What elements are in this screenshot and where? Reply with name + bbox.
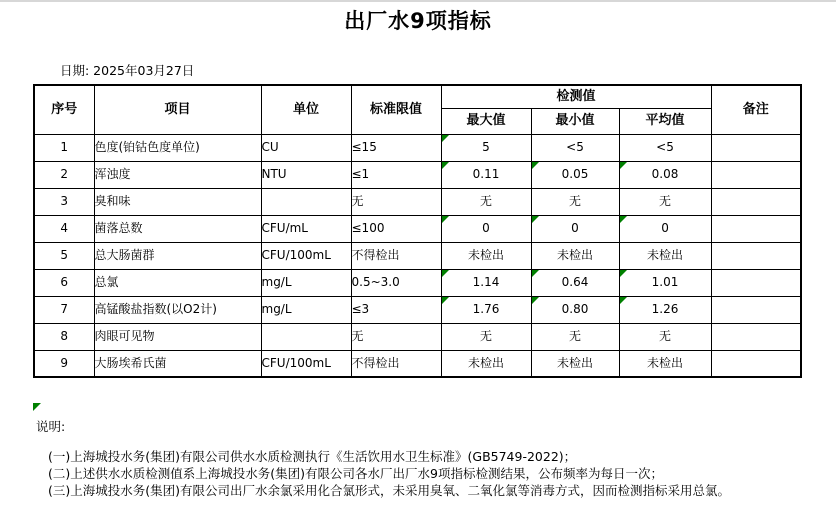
cell-remark bbox=[711, 269, 801, 296]
cell-item: 肉眼可见物 bbox=[94, 323, 261, 350]
cell-max bbox=[441, 215, 531, 242]
excel-error-flag-icon bbox=[442, 297, 449, 304]
cell-unit: CFU/100mL bbox=[261, 350, 351, 377]
header-limit: 标准限值 bbox=[351, 85, 441, 134]
cell-remark bbox=[711, 323, 801, 350]
cell-avg: 未检出 bbox=[619, 350, 711, 377]
excel-error-flag-icon bbox=[620, 270, 627, 277]
excel-error-flag-icon bbox=[442, 162, 449, 169]
cell-remark bbox=[711, 134, 801, 161]
cell-remark bbox=[711, 161, 801, 188]
excel-error-flag-icon bbox=[33, 403, 41, 411]
cell-value: 0.11 bbox=[472, 166, 500, 181]
cell-limit: 0.5~3.0 bbox=[351, 269, 441, 296]
table-row bbox=[34, 134, 801, 161]
cell-value: 1.14 bbox=[472, 274, 500, 289]
cell-seq: 1 bbox=[34, 134, 94, 161]
cell-avg bbox=[619, 161, 711, 188]
excel-error-flag-icon bbox=[442, 135, 449, 142]
cell-min: 未检出 bbox=[531, 350, 619, 377]
cell-limit: 不得检出 bbox=[351, 350, 441, 377]
cell-seq: 9 bbox=[34, 350, 94, 377]
cell-avg bbox=[619, 269, 711, 296]
header-item: 项目 bbox=[94, 85, 261, 134]
cell-unit: mg/L bbox=[261, 296, 351, 323]
excel-error-flag-icon bbox=[620, 162, 627, 169]
cell-seq: 5 bbox=[34, 242, 94, 269]
cell-remark bbox=[711, 242, 801, 269]
cell-limit: ≤15 bbox=[351, 134, 441, 161]
window-top-edge bbox=[0, 0, 836, 2]
cell-min bbox=[531, 161, 619, 188]
header-seq: 序号 bbox=[34, 85, 94, 134]
cell-avg bbox=[619, 215, 711, 242]
cell-value: 0.05 bbox=[561, 166, 589, 181]
cell-item: 总大肠菌群 bbox=[94, 242, 261, 269]
table-row bbox=[34, 242, 801, 269]
report-date: 日期: 2025年03月27日 bbox=[60, 63, 195, 78]
header-remark: 备注 bbox=[711, 85, 801, 134]
cell-min bbox=[531, 296, 619, 323]
cell-unit bbox=[261, 188, 351, 215]
cell-value: 0.08 bbox=[651, 166, 679, 181]
cell-max: 无 bbox=[441, 188, 531, 215]
excel-error-flag-icon bbox=[532, 216, 539, 223]
notes-list bbox=[48, 448, 730, 499]
cell-value: 0 bbox=[482, 220, 490, 235]
cell-limit: ≤3 bbox=[351, 296, 441, 323]
note-line: (三)上海城投水务(集团)有限公司出厂水余氯采用化合氯形式，未采用臭氧、二氧化氯等消毒方式，因而检测指标采用总氯。 bbox=[48, 483, 731, 498]
header-avg: 平均值 bbox=[619, 108, 711, 134]
cell-value: 0 bbox=[661, 220, 669, 235]
cell-limit: ≤100 bbox=[351, 215, 441, 242]
excel-error-flag-icon bbox=[442, 216, 449, 223]
cell-item: 菌落总数 bbox=[94, 215, 261, 242]
excel-error-flag-icon bbox=[620, 216, 627, 223]
page-title: 出厂水9项指标 bbox=[344, 9, 492, 33]
table-row bbox=[34, 215, 801, 242]
cell-avg: 无 bbox=[619, 323, 711, 350]
excel-error-flag-icon bbox=[620, 297, 627, 304]
header-unit: 单位 bbox=[261, 85, 351, 134]
note-line: (二)上述供水水质检测值系上海城投水务(集团)有限公司各水厂出厂水9项指标检测结果，公布频率为每日一次； bbox=[48, 466, 663, 481]
cell-max bbox=[441, 161, 531, 188]
cell-min: 无 bbox=[531, 323, 619, 350]
cell-avg: 未检出 bbox=[619, 242, 711, 269]
cell-limit: 无 bbox=[351, 323, 441, 350]
header-detection: 检测值 bbox=[441, 85, 711, 108]
header-min: 最小值 bbox=[531, 108, 619, 134]
cell-item: 色度(铂钴色度单位) bbox=[94, 134, 261, 161]
note-line: (一)上海城投水务(集团)有限公司供水水质检测执行《生活饮用水卫生标准》(GB5749-2022)； bbox=[48, 449, 577, 464]
cell-unit: CFU/mL bbox=[261, 215, 351, 242]
cell-item: 高锰酸盐指数(以O2计) bbox=[94, 296, 261, 323]
cell-avg: 无 bbox=[619, 188, 711, 215]
cell-remark bbox=[711, 215, 801, 242]
cell-seq: 7 bbox=[34, 296, 94, 323]
cell-min: 无 bbox=[531, 188, 619, 215]
cell-limit: 无 bbox=[351, 188, 441, 215]
table-row bbox=[34, 323, 801, 350]
excel-error-flag-icon bbox=[532, 270, 539, 277]
cell-item: 浑浊度 bbox=[94, 161, 261, 188]
cell-remark bbox=[711, 296, 801, 323]
cell-unit: NTU bbox=[261, 161, 351, 188]
table-row bbox=[34, 161, 801, 188]
cell-value: 5 bbox=[482, 139, 490, 154]
cell-min: <5 bbox=[531, 134, 619, 161]
cell-value: 1.76 bbox=[472, 301, 500, 316]
cell-value: 1.26 bbox=[651, 301, 679, 316]
cell-max bbox=[441, 269, 531, 296]
header-max: 最大值 bbox=[441, 108, 531, 134]
excel-error-flag-icon bbox=[532, 297, 539, 304]
cell-limit: ≤1 bbox=[351, 161, 441, 188]
cell-unit: CFU/100mL bbox=[261, 242, 351, 269]
header-row-1 bbox=[34, 85, 801, 108]
cell-item: 大肠埃希氏菌 bbox=[94, 350, 261, 377]
cell-min bbox=[531, 269, 619, 296]
cell-limit: 不得检出 bbox=[351, 242, 441, 269]
table-row bbox=[34, 296, 801, 323]
cell-seq: 8 bbox=[34, 323, 94, 350]
cell-value: 0.64 bbox=[561, 274, 589, 289]
excel-error-flag-icon bbox=[532, 162, 539, 169]
cell-item: 臭和味 bbox=[94, 188, 261, 215]
cell-value: 0 bbox=[571, 220, 579, 235]
cell-min: 未检出 bbox=[531, 242, 619, 269]
cell-seq: 2 bbox=[34, 161, 94, 188]
cell-avg: <5 bbox=[619, 134, 711, 161]
cell-unit bbox=[261, 323, 351, 350]
cell-min bbox=[531, 215, 619, 242]
indicators-table bbox=[33, 84, 802, 378]
cell-remark bbox=[711, 350, 801, 377]
cell-item: 总氯 bbox=[94, 269, 261, 296]
cell-seq: 3 bbox=[34, 188, 94, 215]
cell-seq: 4 bbox=[34, 215, 94, 242]
table-row bbox=[34, 350, 801, 377]
cell-avg bbox=[619, 296, 711, 323]
cell-max bbox=[441, 134, 531, 161]
cell-remark bbox=[711, 188, 801, 215]
cell-value: 0.80 bbox=[561, 301, 589, 316]
cell-max: 未检出 bbox=[441, 350, 531, 377]
cell-max bbox=[441, 296, 531, 323]
cell-seq: 6 bbox=[34, 269, 94, 296]
cell-unit: CU bbox=[261, 134, 351, 161]
notes-label: 说明: bbox=[36, 419, 66, 434]
cell-value: 1.01 bbox=[651, 274, 679, 289]
table-row bbox=[34, 269, 801, 296]
table-row bbox=[34, 188, 801, 215]
cell-max: 未检出 bbox=[441, 242, 531, 269]
cell-max: 无 bbox=[441, 323, 531, 350]
excel-error-flag-icon bbox=[442, 270, 449, 277]
cell-unit: mg/L bbox=[261, 269, 351, 296]
